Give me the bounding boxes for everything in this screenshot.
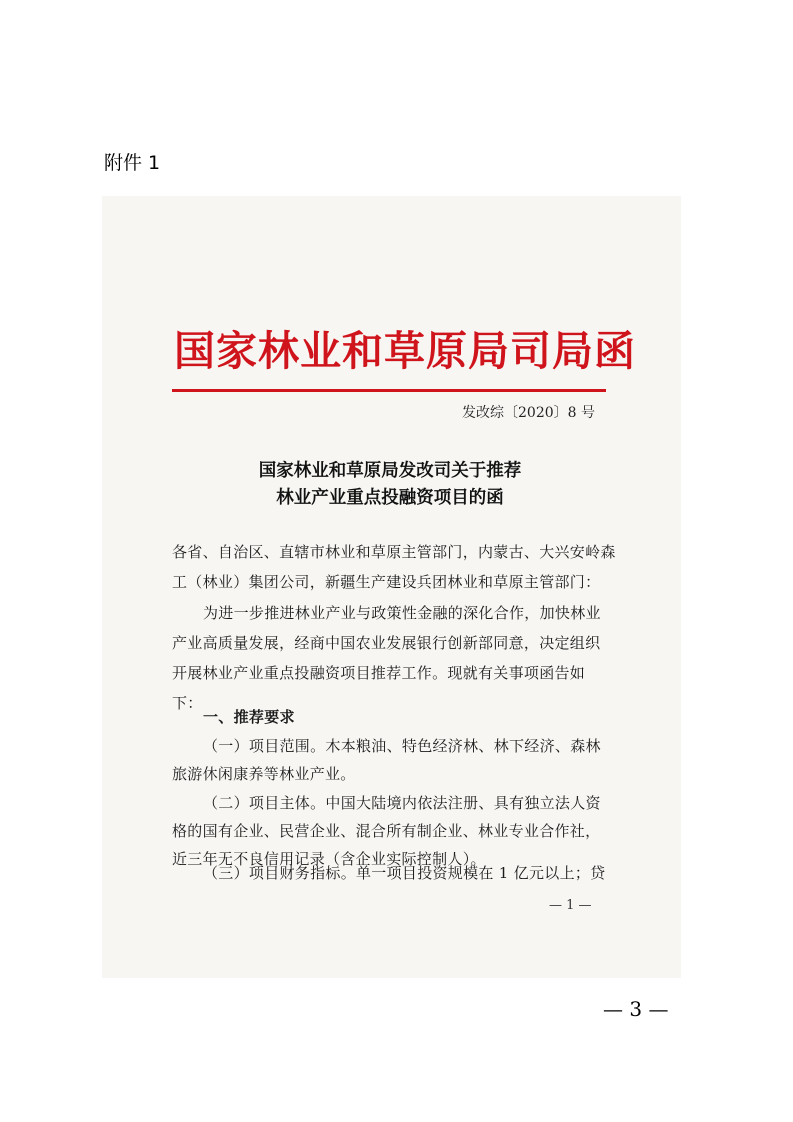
body-line: 近三年无不良信用记录（含企业实际控制人）。 [172, 850, 486, 868]
subject-line-1: 国家林业和草原局发改司关于推荐 [258, 461, 522, 481]
salutation-line-2: 工（林业）集团公司，新疆生产建设兵团林业和草原主管部门： [172, 573, 601, 591]
letterhead-title: 国家林业和草原局司局函 [174, 327, 636, 375]
body-line: 为进一步推进林业产业与政策性金融的深化合作，加快林业 [203, 604, 601, 622]
body-line: 开展林业产业重点投融资项目推荐工作。现就有关事项函告如 [172, 664, 586, 682]
attachment-label: 附件 1 [104, 152, 161, 174]
salutation-line-1: 各省、自治区、直辖市林业和草原主管部门，内蒙古、大兴安岭森 [172, 543, 616, 561]
document-number: 发改综〔2020〕8 号 [462, 405, 595, 421]
body-line: 旅游休闲康养等林业产业。 [172, 765, 356, 783]
letterhead-red-rule [172, 389, 606, 392]
body-line: 格的国有企业、民营企业、混合所有制企业、林业专业合作社， [172, 822, 601, 840]
inner-page-number: — 1 — [549, 898, 592, 913]
body-line: （一）项目范围。木本粮油、特色经济林、林下经济、森林 [203, 737, 601, 755]
body-line: （三）项目财务指标。单一项目投资规模在 1 亿元以上；贷 [203, 864, 606, 882]
body-line: （二）项目主体。中国大陆境内依法注册、具有独立法人资 [203, 794, 601, 812]
page-number: — 3 — [603, 997, 669, 1021]
subject-line-2: 林业产业重点投融资项目的函 [276, 488, 504, 508]
body-line: 下： [172, 694, 203, 712]
body-line: 产业高质量发展，经商中国农业发展银行创新部同意，决定组织 [172, 634, 601, 652]
section-heading: 一、推荐要求 [203, 708, 295, 726]
